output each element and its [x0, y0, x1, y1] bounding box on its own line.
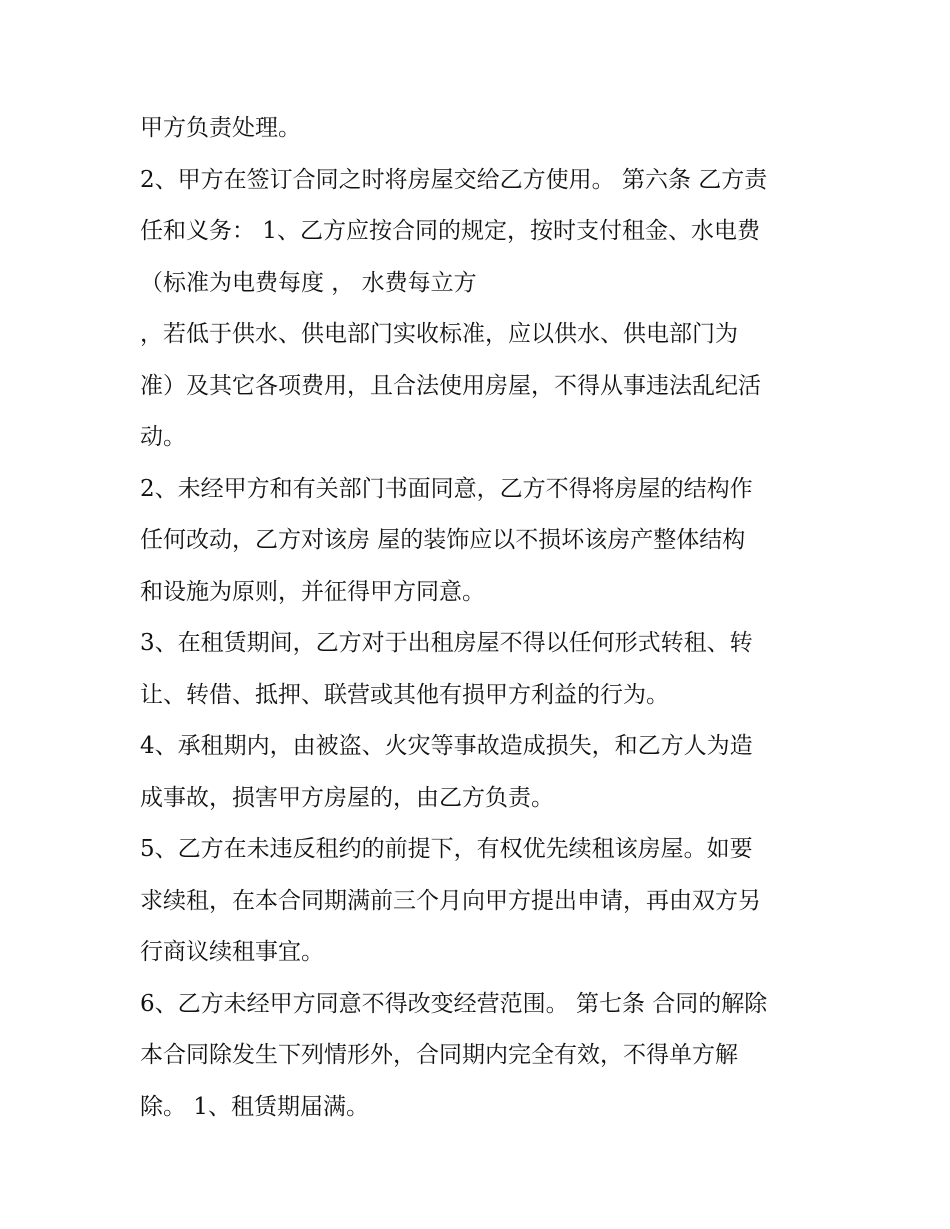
text-line: 本合同除发生下列情形外，合同期内完全有效，不得单方解 — [140, 1042, 738, 1068]
text-line: 5、乙方在未违反租约的前提下，有权优先续租该房屋。如要 — [140, 836, 753, 862]
text-line: 成事故，损害甲方房屋的，由乙方负责。 — [140, 784, 554, 811]
text-line: 2、未经甲方和有关部门书面同意，乙方不得将房屋的结构作 — [140, 475, 753, 502]
text-line: 动。 — [140, 424, 186, 450]
text-line: 2、甲方在签订合同之时将房屋交给乙方使用。 第六条 乙方责 — [140, 166, 768, 193]
text-line: 甲方负责处理。 — [140, 115, 301, 141]
text-line: 准）及其它各项费用，且合法使用房屋，不得从事违法乱纪活 — [140, 372, 761, 399]
text-line: 求续租，在本合同期满前三个月向甲方提出申请，再由双方另 — [140, 887, 761, 914]
text-line: ，若低于供水、供电部门实收标准，应以供水、供电部门为 — [140, 321, 738, 347]
text-line: （标准为电费每度 ， 水费每立方 — [140, 269, 477, 296]
text-line: 让、转借、抵押、联营或其他有损甲方利益的行为。 — [140, 681, 669, 708]
text-line: 4、承租期内，由被盗、火灾等事故造成损失，和乙方人为造 — [140, 733, 753, 759]
text-line: 除。 1、租赁期届满。 — [140, 1093, 369, 1120]
text-line: 行商议续租事宜。 — [140, 939, 324, 965]
text-line: 6、乙方未经甲方同意不得改变经营范围。 第七条 合同的解除 — [140, 990, 768, 1017]
document-body — [140, 103, 820, 1133]
text-line: 和设施为原则，并征得甲方同意。 — [140, 578, 485, 605]
text-line: 任和义务： 1、乙方应按合同的规定，按时支付租金、水电费 — [140, 218, 760, 244]
text-line: 任何改动，乙方对该房 屋的装饰应以不损坏该房产整体结构 — [140, 527, 746, 553]
text-line: 3、在租赁期间，乙方对于出租房屋不得以任何形式转租、转 — [140, 630, 753, 656]
